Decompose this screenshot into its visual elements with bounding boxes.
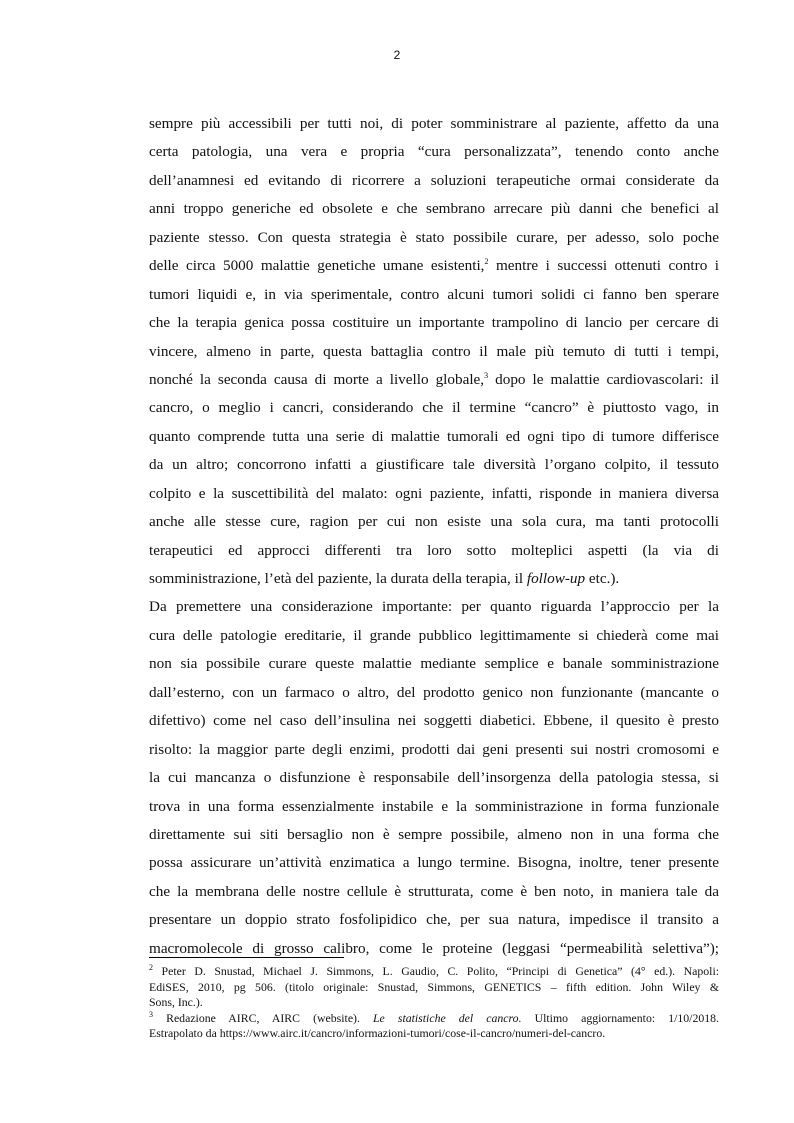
body-line: possa assicurare un’attività enzimatica a lungo termine. Bisogna, inoltre, tener presente	[149, 854, 719, 872]
body-line: da un altro; concorrono infatti a giustificare tale diversità l’organo colpito, il tessuto	[149, 456, 719, 474]
body-line: terapeutici ed approcci differenti tra loro sotto molteplici aspetti (la via di	[149, 541, 719, 559]
body-line	[149, 252, 719, 280]
footnote-text: Ultimo aggiornamento: 1/10/2018.	[521, 1010, 719, 1025]
body-line: sempre più accessibili per tutti noi, di poter somministrare al paziente, affetto da una	[149, 115, 719, 132]
footnote-line: Estrapolato da https://www.airc.it/cancro/informazioni-tumori/cose-il-cancro/numeri-del-cancro.	[149, 1026, 606, 1041]
body-line: cancro, o meglio i cancri, considerando che il termine “cancro” è piuttosto vago, in	[149, 399, 719, 417]
body-text-segment: mentre i successi ottenuti contro i	[488, 257, 719, 275]
body-line: trova in una forma essenzialmente instabile e la somministrazione in forma funzionale	[149, 797, 719, 815]
body-line: non sia possibile curare queste malattie mediante semplice e banale somministrazione	[149, 655, 719, 673]
body-line: certa patologia, una vera e propria “cura personalizzata”, tenendo conto anche	[149, 143, 719, 161]
body-line: cura delle patologie ereditarie, il grande pubblico legittimamente si chiederà come mai	[149, 626, 719, 644]
body-line: risolto: la maggior parte degli enzimi, prodotti dai geni presenti sui nostri cromosomi e	[149, 740, 719, 758]
body-line: la cui mancanza o disfunzione è responsabile dell’insorgenza della patologia stessa, si	[149, 769, 719, 787]
footnote-line: EdiSES, 2010, pg 506. (titolo originale: Snustad, Simmons, GENETICS – fifth edition. John Wiley &	[149, 979, 719, 994]
body-line: dell’anamnesi ed evitando di ricorrere a soluzioni terapeutiche ormai considerate da	[149, 171, 719, 189]
page-number: 2	[393, 48, 401, 62]
body-line: anni troppo generiche ed obsolete e che sembrano arrecare più danni che benefici al	[149, 200, 719, 218]
footnote-mark: 2	[149, 963, 153, 973]
body-line: colpito e la suscettibilità del malato: ogni paziente, infatti, risponde in maniera diversa	[149, 484, 719, 502]
body-text-segment: nonché la seconda causa di morte a livello globale,	[149, 370, 485, 388]
footnote-text: Redazione AIRC, AIRC (website).	[166, 1010, 373, 1025]
body-line	[149, 366, 719, 394]
body-text-segment: etc.).	[585, 570, 620, 587]
body-line: dall’esterno, con un farmaco o altro, del prodotto genico non funzionante (mancante o	[149, 683, 719, 701]
footnote-ref: 3	[484, 370, 489, 380]
body-text-segment: somministrazione, l’età del paziente, la durata della terapia, il	[149, 570, 527, 587]
footnote-mark: 3	[149, 1009, 153, 1019]
body-text	[149, 110, 719, 963]
body-line: Da premettere una considerazione importante: per quanto riguarda l’approccio per la	[149, 598, 719, 616]
body-line: quanto comprende tutta una serie di malattie tumorali ed ogni tipo di tumore differisce	[149, 427, 719, 445]
footnote-line: Sons, Inc.).	[149, 995, 203, 1010]
body-line: che la terapia genica possa costituire un importante trampolino di lancio per cercare di	[149, 314, 719, 332]
footnote-line	[149, 1011, 719, 1027]
body-line: anche alle stesse cure, ragion per cui non esiste una sola cura, ma tanti protocolli	[149, 513, 719, 531]
body-line: difettivo) come nel caso dell’insulina nei soggetti diabetici. Ebbene, il quesito è presto	[149, 712, 719, 730]
body-line: paziente stesso. Con questa strategia è stato possibile curare, per adesso, solo poche	[149, 228, 719, 246]
body-text-segment: delle circa 5000 malattie genetiche umane esistenti,	[149, 257, 485, 275]
body-line	[149, 565, 719, 593]
body-line: che la membrana delle nostre cellule è strutturata, come è ben noto, in maniera tale da	[149, 882, 719, 900]
footnote-line	[149, 964, 719, 980]
footnotes	[149, 964, 719, 1042]
footnote-ref: 2	[484, 257, 489, 267]
body-line: direttamente sui siti bersaglio non è sempre possibile, almeno non in una forma che	[149, 825, 719, 843]
body-line: macromolecole di grosso calibro, come le proteine (leggasi “permeabilità selettiva”);	[149, 939, 719, 957]
body-line: presentare un doppio strato fosfolipidico che, per sua natura, impedisce il transito a	[149, 911, 719, 929]
footnote-text: Peter D. Snustad, Michael J. Simmons, L. Gaudio, C. Polito, “Principi di Genetica” (4° ed.). Napoli:	[161, 964, 719, 978]
body-line: tumori liquidi e, in via sperimentale, contro alcuni tumori solidi ci fanno ben sperare	[149, 285, 719, 303]
footnote-separator	[149, 957, 344, 958]
body-line: vincere, almeno in parte, questa battaglia contro il male più temuto di tutti i tempi,	[149, 342, 719, 360]
body-text-segment: dopo le malattie cardiovascolari: il	[488, 370, 719, 388]
footnote-title: Le statistiche del cancro.	[373, 1010, 522, 1025]
italic-term: follow-up	[526, 570, 586, 587]
